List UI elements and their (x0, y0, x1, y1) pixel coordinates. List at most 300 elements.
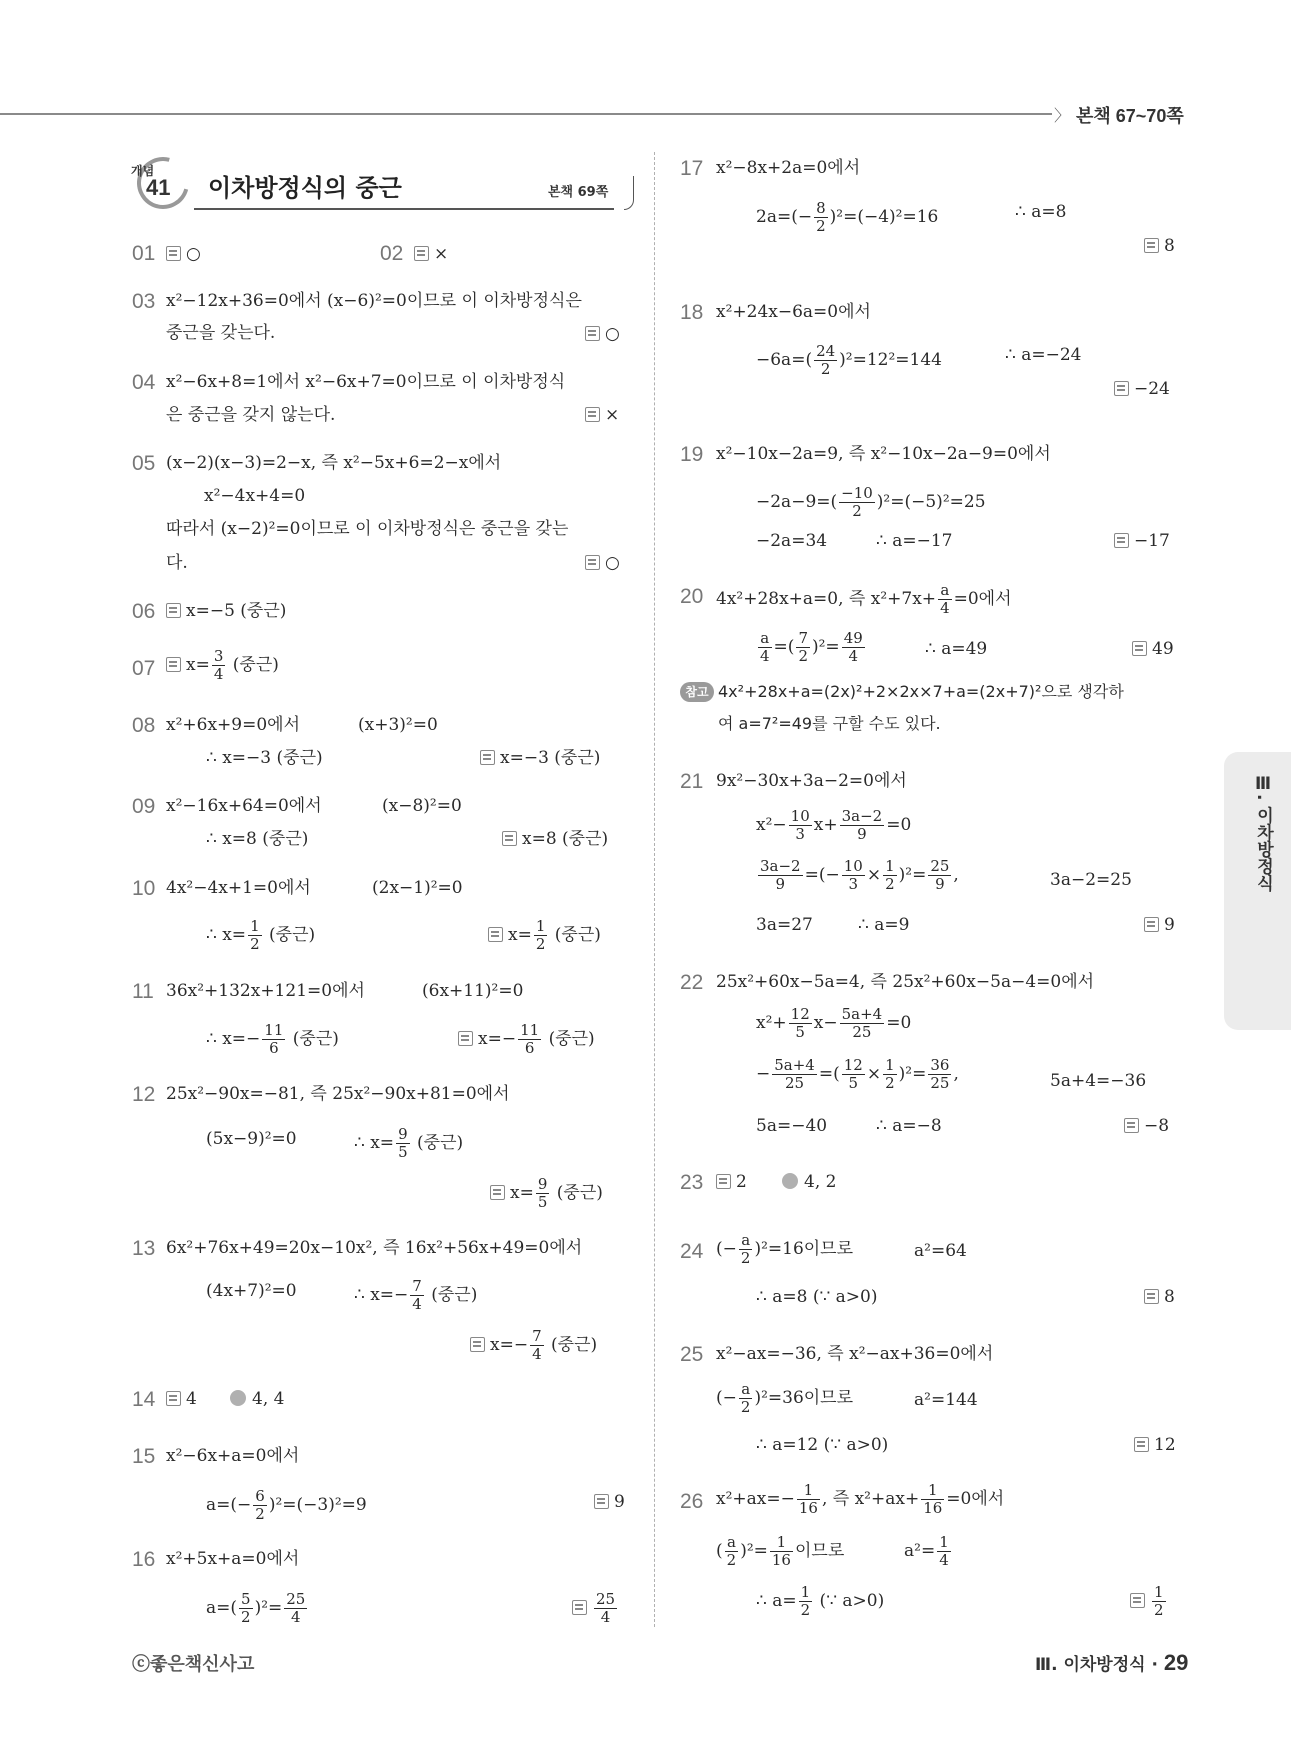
answer (1114, 530, 1170, 552)
solution-line: x²+24x−6a=0에서 (716, 302, 871, 322)
solution-line: ∴ a=49 (925, 639, 988, 659)
denominator: 4 (213, 665, 224, 683)
answer-icon (594, 1494, 609, 1509)
numerator: 3 (213, 647, 224, 665)
denominator: 4 (760, 647, 770, 665)
answer (502, 828, 608, 850)
fraction (758, 630, 772, 665)
problem-number: 17 (680, 157, 704, 180)
denominator: 4 (848, 647, 858, 665)
solution-line: (x−2)(x−3)=2−x, 즉 x²−5x+6=2−x에서 (166, 453, 502, 473)
solution-suffix: (중근) (287, 1029, 339, 1049)
problem-number: 05 (132, 452, 156, 475)
title-corner (624, 176, 634, 210)
solution-text: )²= (254, 1598, 283, 1618)
solution-line (756, 1057, 959, 1092)
chapter-tab-label: Ⅲ. 이차방정식 (1253, 774, 1273, 892)
footer-chapter: Ⅲ. 이차방정식 · (1035, 1655, 1164, 1675)
denominator: 2 (820, 360, 831, 378)
fraction (840, 808, 885, 843)
numerator: 6 (255, 1487, 265, 1505)
numerator: 1 (885, 1056, 895, 1074)
numerator: 25 (930, 857, 950, 875)
solution-prefix: (− (716, 1388, 737, 1408)
numerator: 5a+4 (841, 1005, 883, 1023)
solution-text: =(− (804, 865, 840, 885)
answer (1144, 914, 1175, 936)
denominator: 2 (740, 1249, 751, 1267)
denominator: 5 (848, 1074, 859, 1092)
denominator: 3 (795, 825, 805, 843)
denominator: 5 (795, 1023, 805, 1041)
solution-text: x+ (813, 815, 838, 835)
solution-text: =0 (886, 815, 912, 835)
solution-suffix: )²=36이므로 (754, 1388, 854, 1408)
solution-text: − (756, 1064, 771, 1084)
solution-text: × (866, 1064, 882, 1084)
answer-icon (716, 1174, 731, 1189)
answer-value: −17 (1134, 531, 1170, 551)
solution-line: ∴ x=−3 (중근) (206, 748, 323, 768)
answer (1134, 1434, 1176, 1456)
chevron-right-icon: 〉 (1054, 106, 1071, 125)
solution-line: 5a+4=−36 (1050, 1071, 1147, 1091)
denominator: 16 (798, 1499, 818, 1517)
solution-text: =0 (886, 1013, 912, 1033)
title-underline (194, 208, 614, 210)
fraction (842, 1057, 865, 1092)
answer (585, 323, 620, 345)
solution-line: (x+3)²=0 (358, 715, 438, 735)
numerator: 1 (1154, 1583, 1164, 1601)
fraction (758, 858, 803, 893)
denominator: 16 (923, 1499, 943, 1517)
answer-prefix: x= (508, 925, 532, 945)
fraction (938, 582, 952, 617)
solution-suffix: )²=(−5)²=25 (876, 492, 986, 512)
solution-line: x²−12x+36=0에서 (x−6)²=0이므로 이 이차방정식은 (166, 291, 582, 311)
solution-suffix: (중근) (411, 1133, 464, 1153)
numerator: 1 (770, 1534, 793, 1552)
concept-badge-number: 41 (146, 175, 171, 200)
fraction (921, 1482, 944, 1517)
answer-icon (1132, 641, 1147, 656)
fraction (410, 1278, 424, 1313)
answer-icon (458, 1031, 473, 1046)
header-rule (0, 113, 1052, 115)
problem-number: 01 (132, 242, 156, 265)
page-number: 29 (1163, 1650, 1189, 1675)
problem-number: 20 (680, 585, 704, 608)
pencil-icon (782, 1173, 798, 1189)
answer (594, 1491, 625, 1513)
denominator: 2 (255, 1505, 265, 1523)
fraction (814, 343, 837, 378)
solution-suffix: )²=16이므로 (754, 1239, 854, 1259)
solution-line: ∴ a=12 (∵ a>0) (756, 1435, 889, 1455)
fraction (739, 1232, 753, 1267)
solution-line: 중근을 갖는다. (166, 323, 276, 343)
solution-prefix: x²+ax=− (716, 1489, 795, 1509)
solution-line (206, 1591, 309, 1626)
answer-value: 8 (1164, 236, 1175, 256)
numerator: 1 (535, 917, 546, 935)
answer (1132, 638, 1174, 660)
denominator: 2 (726, 1551, 737, 1569)
answer-suffix: (중근) (549, 925, 601, 945)
numerator: 1 (939, 1533, 949, 1551)
answer (166, 648, 279, 683)
denominator: 25 (785, 1074, 805, 1092)
fraction (739, 1381, 753, 1416)
answer-value: x=−5 (중근) (186, 601, 287, 621)
answer-icon (414, 246, 429, 261)
solution-line: 3a−2=25 (1050, 870, 1132, 890)
answer-suffix: (중근) (545, 1335, 598, 1355)
solution-line (716, 582, 1012, 617)
denominator: 4 (940, 599, 950, 617)
solution-text: , (953, 1064, 959, 1084)
solution-text: , 즉 x²+ax+ (821, 1489, 920, 1509)
answer-icon (585, 555, 600, 570)
concept-badge-label: 개념 (131, 164, 155, 178)
solution-line (756, 858, 959, 893)
note-line: 4x²+28x+a=(2x)²+2×2x×7+a=(2x+7)²으로 생각하 (718, 682, 1124, 701)
fraction (839, 485, 875, 520)
denominator: 4 (412, 1295, 422, 1313)
numerator: 7 (412, 1277, 422, 1295)
solution-line (206, 918, 315, 953)
numerator: 12 (843, 1056, 863, 1074)
problem-number: 18 (680, 301, 704, 324)
numerator: 1 (250, 917, 260, 935)
denominator: 2 (241, 1608, 251, 1626)
fraction (928, 1057, 951, 1092)
denominator: 4 (600, 1608, 611, 1626)
problem-number: 10 (132, 877, 156, 900)
answer-value: 9 (1164, 915, 1175, 935)
answer-icon (166, 603, 181, 618)
solution-line: (2x−1)²=0 (372, 878, 463, 898)
answer-prefix: x= (186, 655, 210, 675)
fraction (937, 1534, 951, 1569)
fraction (842, 630, 865, 665)
solution-line: ∴ a=−8 (876, 1116, 942, 1136)
numerator: 25 (596, 1590, 616, 1608)
answer-icon (1114, 533, 1129, 548)
denominator: 2 (740, 1398, 751, 1416)
solution-line (904, 1534, 953, 1569)
fraction (594, 1591, 617, 1626)
numerator: 49 (843, 629, 863, 647)
denominator: 25 (852, 1023, 872, 1041)
answer (470, 1328, 597, 1363)
fraction (883, 1057, 897, 1092)
problem-number: 06 (132, 600, 156, 623)
answer (480, 747, 600, 769)
answer-value: x=8 (중근) (522, 829, 609, 849)
fraction (284, 1591, 307, 1626)
answer-value: 49 (1152, 639, 1174, 659)
answer-prefix: x=− (478, 1029, 517, 1049)
denominator: 3 (848, 875, 859, 893)
hint (230, 1388, 284, 1410)
answer (585, 552, 620, 574)
denominator: 5 (537, 1193, 548, 1211)
denominator: 5 (398, 1143, 408, 1161)
solution-suffix: )²=12²=144 (839, 350, 943, 370)
answer-value: −8 (1144, 1116, 1170, 1136)
fraction (262, 1022, 285, 1057)
answer-icon (585, 326, 600, 341)
solution-prefix: a=( (206, 1598, 238, 1618)
solution-line (206, 1488, 367, 1523)
problem-number: 19 (680, 443, 704, 466)
answer-icon (1144, 1289, 1159, 1304)
solution-prefix: −2a−9=( (756, 492, 838, 512)
numerator: 36 (930, 1056, 950, 1074)
solution-prefix: ∴ x=− (206, 1029, 261, 1049)
answer (166, 1388, 197, 1410)
answer (414, 243, 448, 265)
answer-value: ○ (186, 244, 201, 264)
fraction (797, 1482, 820, 1517)
denominator: 2 (852, 502, 862, 520)
solution-line: x²−16x+64=0에서 (166, 796, 322, 816)
fraction (789, 808, 812, 843)
numerator: 5a+4 (774, 1056, 815, 1074)
solution-line: ∴ a=−17 (876, 531, 953, 551)
solution-line: 6x²+76x+49=20x−10x², 즉 16x²+56x+49=0에서 (166, 1238, 583, 1258)
solution-line (756, 343, 942, 378)
answer (488, 918, 601, 953)
solution-line: (5x−9)²=0 (206, 1129, 297, 1149)
answer-value: x=−3 (중근) (500, 748, 601, 768)
answer-icon (1134, 1437, 1149, 1452)
solution-suffix: =0에서 (946, 1489, 1005, 1509)
problem-number: 12 (132, 1083, 156, 1106)
fraction (840, 1006, 885, 1041)
solution-suffix: )²=(−3)²=9 (268, 1495, 367, 1515)
answer (1130, 1584, 1168, 1619)
solution-line: 25x²+60x−5a=4, 즉 25x²+60x−5a−4=0에서 (716, 972, 1095, 992)
denominator: 2 (885, 875, 895, 893)
solution-line: x²−10x−2a=9, 즉 x²−10x−2a−9=0에서 (716, 444, 1051, 464)
problem-number: 07 (132, 657, 156, 680)
denominator: 2 (1154, 1601, 1164, 1619)
fraction (1152, 1584, 1166, 1619)
answer-suffix: (중근) (551, 1183, 603, 1203)
answer-value: 2 (736, 1172, 747, 1192)
solution-text: )²= (811, 637, 840, 657)
solution-line: x²−ax=−36, 즉 x²−ax+36=0에서 (716, 1344, 994, 1364)
numerator: 7 (798, 629, 808, 647)
answer-value: ○ (605, 324, 620, 344)
numerator: 24 (816, 342, 836, 360)
answer-icon (166, 657, 181, 672)
numerator: 1 (885, 857, 895, 875)
solution-line: ∴ a=9 (858, 915, 910, 935)
solution-line: ∴ a=8 (1015, 202, 1067, 222)
numerator: 12 (790, 1005, 810, 1023)
answer-icon (1144, 917, 1159, 932)
problem-number: 04 (132, 371, 156, 394)
solution-line (716, 1534, 844, 1569)
denominator: 4 (939, 1551, 949, 1569)
solution-line: x²+6x+9=0에서 (166, 715, 301, 735)
answer-prefix: x=− (490, 1335, 529, 1355)
fraction (253, 1488, 267, 1523)
numerator: −10 (841, 484, 873, 502)
note-line: 여 a=7²=49를 구할 수도 있다. (718, 714, 941, 733)
section-page-ref: 본책 69쪽 (548, 185, 609, 200)
answer (572, 1591, 619, 1626)
solution-line: x²−6x+8=1에서 x²−6x+7=0이므로 이 이차방정식 (166, 372, 566, 392)
solution-line (756, 1006, 911, 1041)
problem-number: 15 (132, 1445, 156, 1468)
fraction (248, 918, 262, 953)
denominator: 2 (250, 935, 260, 953)
denominator: 25 (930, 1074, 950, 1092)
answer-value: 12 (1154, 1435, 1176, 1455)
answer (585, 404, 619, 426)
solution-text: )²= (898, 1064, 927, 1084)
hint (782, 1171, 836, 1193)
problem-number: 08 (132, 714, 156, 737)
fraction (239, 1591, 253, 1626)
numerator: a (739, 1381, 753, 1399)
solution-line (354, 1278, 477, 1313)
solution-prefix: 2a=(− (756, 207, 813, 227)
fraction (725, 1534, 739, 1569)
fraction (536, 1176, 550, 1211)
solution-text: =( (773, 637, 795, 657)
problem-number: 25 (680, 1343, 704, 1366)
solution-line: 4x²−4x+1=0에서 (166, 878, 311, 898)
problem-number: 21 (680, 770, 704, 793)
solution-line: −2a=34 (756, 531, 828, 551)
solution-suffix: (∵ a>0) (814, 1591, 885, 1611)
fraction (772, 1057, 817, 1092)
answer-icon (502, 831, 517, 846)
solution-line (756, 808, 911, 843)
answer-icon (470, 1337, 485, 1352)
solution-line: ∴ a=−24 (1005, 345, 1082, 365)
answer-icon (585, 407, 600, 422)
numerator: 10 (790, 807, 810, 825)
problem-number: 11 (132, 980, 154, 1003)
answer-icon (1114, 381, 1129, 396)
fraction (534, 918, 548, 953)
solution-prefix: ∴ x= (354, 1133, 395, 1153)
numerator: 25 (286, 1590, 306, 1608)
problem-number: 16 (132, 1548, 156, 1571)
solution-line (756, 200, 938, 235)
numerator: 1 (921, 1482, 944, 1500)
denominator: 2 (798, 647, 808, 665)
denominator: 9 (857, 825, 867, 843)
denominator: 2 (800, 1601, 811, 1619)
problem-number: 26 (680, 1490, 704, 1513)
answer (490, 1176, 603, 1211)
numerator: 8 (816, 199, 826, 217)
denominator: 2 (816, 217, 826, 235)
solution-suffix: (중근) (425, 1285, 478, 1305)
answer-icon (1124, 1118, 1139, 1133)
numerator: a (938, 582, 952, 600)
answer-prefix: x= (510, 1183, 534, 1203)
solution-line: x²−4x+4=0 (204, 486, 306, 506)
solution-line: (x−8)²=0 (382, 796, 462, 816)
answer-suffix: (중근) (543, 1029, 595, 1049)
solution-prefix: ∴ x=− (354, 1285, 409, 1305)
problem-number: 22 (680, 971, 704, 994)
fraction (842, 858, 865, 893)
answer (1124, 1115, 1169, 1137)
numerator: 11 (520, 1021, 540, 1039)
numerator: 1 (797, 1482, 820, 1500)
answer-suffix: (중근) (227, 655, 279, 675)
solution-line: 9x²−30x+3a−2=0에서 (716, 771, 907, 791)
solution-line: a²=144 (914, 1390, 978, 1410)
fraction (518, 1022, 541, 1057)
denominator: 9 (775, 875, 786, 893)
answer (1144, 1286, 1175, 1308)
numerator: 10 (843, 857, 863, 875)
solution-text: x− (813, 1013, 838, 1033)
problem-number: 03 (132, 290, 156, 313)
hint-value: 4, 4 (252, 1389, 285, 1409)
solution-text: )²= (898, 865, 927, 885)
solution-line: 25x²−90x=−81, 즉 25x²−90x+81=0에서 (166, 1084, 510, 1104)
solution-line: x²+5x+a=0에서 (166, 1549, 300, 1569)
solution-line: ∴ a=8 (∵ a>0) (756, 1287, 878, 1307)
solution-line: ∴ x=8 (중근) (206, 829, 309, 849)
numerator: a (739, 1232, 753, 1250)
solution-prefix: (− (716, 1239, 737, 1259)
solution-text: , (953, 865, 959, 885)
solution-line: (6x+11)²=0 (422, 981, 524, 1001)
fraction (770, 1534, 793, 1569)
solution-suffix: 이므로 (794, 1541, 845, 1561)
fraction (789, 1006, 812, 1041)
answer-icon (166, 246, 181, 261)
answer-value: 9 (614, 1492, 625, 1512)
fraction (814, 200, 828, 235)
problem-number: 13 (132, 1237, 156, 1260)
answer-icon (488, 927, 503, 942)
answer (716, 1171, 747, 1193)
numerator: a (758, 630, 772, 648)
answer (458, 1022, 595, 1057)
solution-line (756, 630, 867, 665)
problem-number: 23 (680, 1171, 704, 1194)
fraction (796, 630, 810, 665)
solution-prefix: ∴ x= (206, 925, 247, 945)
answer-icon (1144, 238, 1159, 253)
numerator: 3a−2 (841, 807, 883, 825)
numerator: 5 (241, 1590, 251, 1608)
solution-line: x²−8x+2a=0에서 (716, 158, 861, 178)
answer-icon (490, 1185, 505, 1200)
textbook-page-ref: 본책 67~70쪽 (1076, 106, 1184, 126)
solution-line (756, 485, 986, 520)
fraction (530, 1328, 544, 1363)
answer-icon (480, 750, 495, 765)
numerator: 3a−2 (760, 857, 801, 875)
solution-line (354, 1126, 463, 1161)
solution-line: 3a=27 (756, 915, 813, 935)
